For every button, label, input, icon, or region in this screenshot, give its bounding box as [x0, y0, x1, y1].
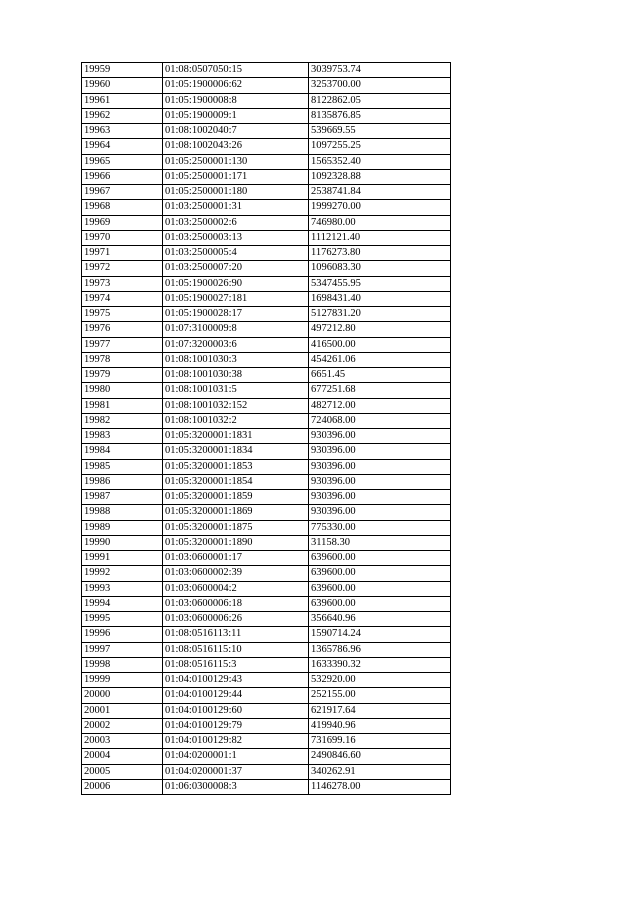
row-id-cell: 19971	[82, 246, 163, 261]
table-row	[82, 444, 451, 459]
row-amount-cell: 1097255.25	[309, 139, 451, 154]
row-id-cell: 19970	[82, 230, 163, 245]
table-row	[82, 230, 451, 245]
table-row	[82, 596, 451, 611]
table-row	[82, 413, 451, 428]
row-id-cell: 19988	[82, 505, 163, 520]
table-row	[82, 108, 451, 123]
row-code-cell: 01:08:1001030:38	[163, 368, 309, 383]
row-id-cell: 19993	[82, 581, 163, 596]
row-id-cell: 19965	[82, 154, 163, 169]
row-code-cell: 01:05:3200001:1831	[163, 429, 309, 444]
table-row	[82, 291, 451, 306]
row-code-cell: 01:05:2500001:171	[163, 169, 309, 184]
row-code-cell: 01:08:1001032:2	[163, 413, 309, 428]
row-code-cell: 01:03:0600001:17	[163, 551, 309, 566]
row-id-cell: 19962	[82, 108, 163, 123]
row-amount-cell: 775330.00	[309, 520, 451, 535]
row-code-cell: 01:03:0600006:18	[163, 596, 309, 611]
row-code-cell: 01:05:1900027:181	[163, 291, 309, 306]
row-amount-cell: 1365786.96	[309, 642, 451, 657]
row-amount-cell: 639600.00	[309, 566, 451, 581]
row-amount-cell: 419940.96	[309, 718, 451, 733]
row-id-cell: 19995	[82, 612, 163, 627]
row-id-cell: 19961	[82, 93, 163, 108]
table-row	[82, 612, 451, 627]
row-code-cell: 01:05:1900008:8	[163, 93, 309, 108]
row-amount-cell: 416500.00	[309, 337, 451, 352]
row-amount-cell: 1590714.24	[309, 627, 451, 642]
row-id-cell: 19974	[82, 291, 163, 306]
row-code-cell: 01:05:1900028:17	[163, 307, 309, 322]
row-id-cell: 19972	[82, 261, 163, 276]
row-amount-cell: 497212.80	[309, 322, 451, 337]
row-id-cell: 20001	[82, 703, 163, 718]
row-code-cell: 01:04:0100129:44	[163, 688, 309, 703]
table-row	[82, 169, 451, 184]
row-code-cell: 01:05:1900026:90	[163, 276, 309, 291]
table-row	[82, 368, 451, 383]
row-code-cell: 01:07:3100009:8	[163, 322, 309, 337]
row-amount-cell: 639600.00	[309, 581, 451, 596]
row-id-cell: 19994	[82, 596, 163, 611]
row-code-cell: 01:03:0600002:39	[163, 566, 309, 581]
row-amount-cell: 639600.00	[309, 596, 451, 611]
row-id-cell: 19986	[82, 474, 163, 489]
table-row	[82, 718, 451, 733]
table-row	[82, 764, 451, 779]
table-body	[82, 63, 451, 795]
row-id-cell: 19967	[82, 185, 163, 200]
table-row	[82, 581, 451, 596]
row-amount-cell: 482712.00	[309, 398, 451, 413]
table-row	[82, 779, 451, 794]
table-row	[82, 185, 451, 200]
row-code-cell: 01:08:1002043:26	[163, 139, 309, 154]
row-amount-cell: 639600.00	[309, 551, 451, 566]
row-amount-cell: 746980.00	[309, 215, 451, 230]
row-code-cell: 01:03:0600006:26	[163, 612, 309, 627]
row-code-cell: 01:05:3200001:1854	[163, 474, 309, 489]
row-id-cell: 19960	[82, 78, 163, 93]
table-row	[82, 398, 451, 413]
row-amount-cell: 930396.00	[309, 459, 451, 474]
row-amount-cell: 539669.55	[309, 124, 451, 139]
table-row	[82, 78, 451, 93]
row-id-cell: 19996	[82, 627, 163, 642]
row-amount-cell: 340262.91	[309, 764, 451, 779]
row-amount-cell: 2538741.84	[309, 185, 451, 200]
row-id-cell: 20002	[82, 718, 163, 733]
row-id-cell: 19980	[82, 383, 163, 398]
row-id-cell: 20003	[82, 734, 163, 749]
row-id-cell: 19977	[82, 337, 163, 352]
row-id-cell: 20004	[82, 749, 163, 764]
row-id-cell: 19985	[82, 459, 163, 474]
table-row	[82, 688, 451, 703]
table-row	[82, 124, 451, 139]
table-row	[82, 261, 451, 276]
row-amount-cell: 930396.00	[309, 490, 451, 505]
row-id-cell: 19992	[82, 566, 163, 581]
row-amount-cell: 454261.06	[309, 352, 451, 367]
table-row	[82, 490, 451, 505]
row-code-cell: 01:05:2500001:130	[163, 154, 309, 169]
table-row	[82, 459, 451, 474]
row-id-cell: 19984	[82, 444, 163, 459]
row-id-cell: 19981	[82, 398, 163, 413]
row-amount-cell: 677251.68	[309, 383, 451, 398]
row-code-cell: 01:03:2500001:31	[163, 200, 309, 215]
row-code-cell: 01:08:1002040:7	[163, 124, 309, 139]
row-id-cell: 19969	[82, 215, 163, 230]
table-row	[82, 566, 451, 581]
row-id-cell: 19973	[82, 276, 163, 291]
row-amount-cell: 1146278.00	[309, 779, 451, 794]
table-row	[82, 474, 451, 489]
row-id-cell: 19999	[82, 673, 163, 688]
row-id-cell: 19959	[82, 63, 163, 78]
row-id-cell: 19997	[82, 642, 163, 657]
row-amount-cell: 8122862.05	[309, 93, 451, 108]
table-row	[82, 200, 451, 215]
table-row	[82, 139, 451, 154]
row-id-cell: 19976	[82, 322, 163, 337]
data-table	[81, 62, 451, 795]
table-row	[82, 627, 451, 642]
row-id-cell: 19966	[82, 169, 163, 184]
row-code-cell: 01:08:1001030:3	[163, 352, 309, 367]
table-row	[82, 276, 451, 291]
row-code-cell: 01:06:0300008:3	[163, 779, 309, 794]
table-row	[82, 535, 451, 550]
row-amount-cell: 3253700.00	[309, 78, 451, 93]
table-row	[82, 154, 451, 169]
row-code-cell: 01:04:0200001:1	[163, 749, 309, 764]
row-id-cell: 19978	[82, 352, 163, 367]
row-id-cell: 19998	[82, 657, 163, 672]
row-amount-cell: 1096083.30	[309, 261, 451, 276]
table-row	[82, 246, 451, 261]
row-amount-cell: 1112121.40	[309, 230, 451, 245]
row-amount-cell: 1698431.40	[309, 291, 451, 306]
row-id-cell: 19991	[82, 551, 163, 566]
table-row	[82, 63, 451, 78]
row-amount-cell: 8135876.85	[309, 108, 451, 123]
row-amount-cell: 930396.00	[309, 505, 451, 520]
table-row	[82, 551, 451, 566]
row-amount-cell: 930396.00	[309, 444, 451, 459]
table-row	[82, 429, 451, 444]
row-amount-cell: 621917.64	[309, 703, 451, 718]
row-code-cell: 01:05:3200001:1853	[163, 459, 309, 474]
table-row	[82, 352, 451, 367]
row-code-cell: 01:03:2500005:4	[163, 246, 309, 261]
row-id-cell: 19963	[82, 124, 163, 139]
row-amount-cell: 1999270.00	[309, 200, 451, 215]
row-id-cell: 19983	[82, 429, 163, 444]
table-row	[82, 93, 451, 108]
row-id-cell: 19968	[82, 200, 163, 215]
table-row	[82, 703, 451, 718]
row-amount-cell: 1176273.80	[309, 246, 451, 261]
row-id-cell: 19987	[82, 490, 163, 505]
row-code-cell: 01:08:1001031:5	[163, 383, 309, 398]
row-code-cell: 01:03:2500002:6	[163, 215, 309, 230]
row-code-cell: 01:07:3200003:6	[163, 337, 309, 352]
row-code-cell: 01:08:0516113:11	[163, 627, 309, 642]
row-amount-cell: 930396.00	[309, 429, 451, 444]
table-row	[82, 673, 451, 688]
row-code-cell: 01:05:3200001:1859	[163, 490, 309, 505]
row-amount-cell: 5127831.20	[309, 307, 451, 322]
row-id-cell: 19982	[82, 413, 163, 428]
row-id-cell: 20006	[82, 779, 163, 794]
table-row	[82, 657, 451, 672]
row-id-cell: 19989	[82, 520, 163, 535]
row-code-cell: 01:05:1900006:62	[163, 78, 309, 93]
row-amount-cell: 252155.00	[309, 688, 451, 703]
row-code-cell: 01:03:2500003:13	[163, 230, 309, 245]
table-row	[82, 642, 451, 657]
row-amount-cell: 356640.96	[309, 612, 451, 627]
row-amount-cell: 31158.30	[309, 535, 451, 550]
row-code-cell: 01:05:3200001:1834	[163, 444, 309, 459]
row-code-cell: 01:03:2500007:20	[163, 261, 309, 276]
table-row	[82, 337, 451, 352]
table-row	[82, 307, 451, 322]
row-amount-cell: 5347455.95	[309, 276, 451, 291]
row-amount-cell: 731699.16	[309, 734, 451, 749]
row-id-cell: 19990	[82, 535, 163, 550]
row-amount-cell: 930396.00	[309, 474, 451, 489]
row-code-cell: 01:05:2500001:180	[163, 185, 309, 200]
row-code-cell: 01:08:0516115:10	[163, 642, 309, 657]
row-amount-cell: 6651.45	[309, 368, 451, 383]
row-amount-cell: 1633390.32	[309, 657, 451, 672]
row-code-cell: 01:08:0516115:3	[163, 657, 309, 672]
row-code-cell: 01:04:0100129:82	[163, 734, 309, 749]
row-code-cell: 01:05:3200001:1869	[163, 505, 309, 520]
row-id-cell: 19964	[82, 139, 163, 154]
table-row	[82, 322, 451, 337]
row-code-cell: 01:08:0507050:15	[163, 63, 309, 78]
table-row	[82, 734, 451, 749]
row-code-cell: 01:04:0200001:37	[163, 764, 309, 779]
table-row	[82, 749, 451, 764]
table-row	[82, 383, 451, 398]
table-row	[82, 215, 451, 230]
row-id-cell: 20005	[82, 764, 163, 779]
row-amount-cell: 1092328.88	[309, 169, 451, 184]
row-code-cell: 01:08:1001032:152	[163, 398, 309, 413]
row-id-cell: 19979	[82, 368, 163, 383]
row-code-cell: 01:04:0100129:79	[163, 718, 309, 733]
row-amount-cell: 1565352.40	[309, 154, 451, 169]
row-amount-cell: 2490846.60	[309, 749, 451, 764]
row-id-cell: 19975	[82, 307, 163, 322]
row-code-cell: 01:05:3200001:1875	[163, 520, 309, 535]
table-row	[82, 505, 451, 520]
row-code-cell: 01:05:3200001:1890	[163, 535, 309, 550]
table-row	[82, 520, 451, 535]
row-amount-cell: 532920.00	[309, 673, 451, 688]
row-code-cell: 01:05:1900009:1	[163, 108, 309, 123]
row-id-cell: 20000	[82, 688, 163, 703]
row-amount-cell: 3039753.74	[309, 63, 451, 78]
row-code-cell: 01:04:0100129:43	[163, 673, 309, 688]
row-code-cell: 01:04:0100129:60	[163, 703, 309, 718]
row-amount-cell: 724068.00	[309, 413, 451, 428]
row-code-cell: 01:03:0600004:2	[163, 581, 309, 596]
